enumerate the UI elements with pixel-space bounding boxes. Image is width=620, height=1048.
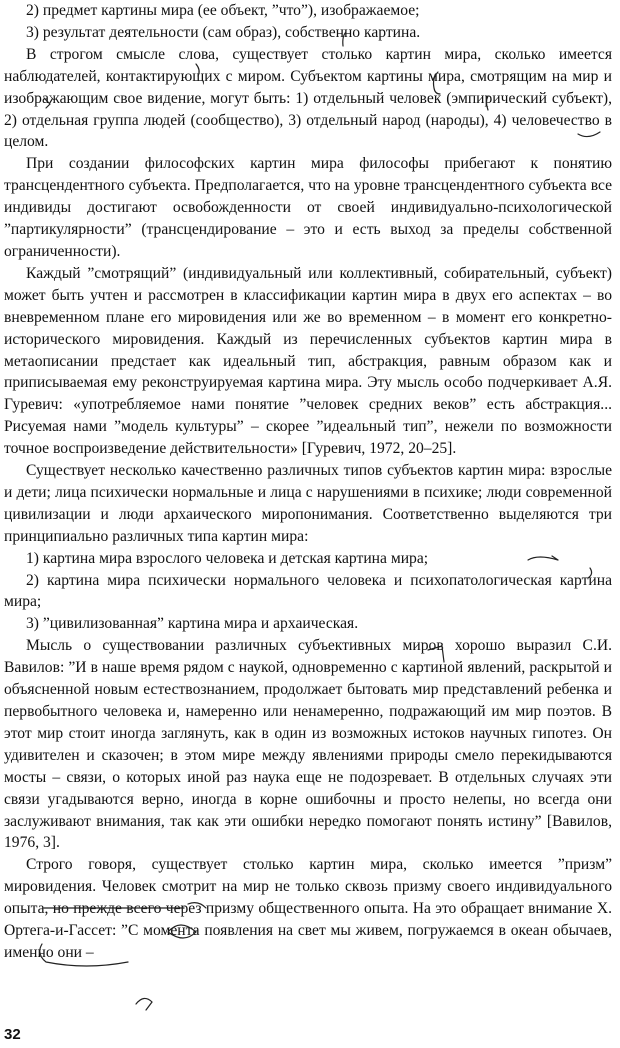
paragraph: Каждый ”смотрящий” (индивидуальный или коллективный, собирательный, субъект) может быть учтен и рассмотрен в классификации картин мира в двух его аспектах – во вневременном плане его мировидения или же во временном – в момент его конкретно-исторического мировидения. Каждый из перечисленных субъектов картин мира в метаописании предстает как идеальный тип, абстракция, равным образом как и приписываемая ему реконструируемая картина мира. Эту мысль особо подчеркивает А.Я. Гуревич: «употребляемое нами понятие ”человек средних веков” есть абстракция... Рисуемая нами ”модель культуры” – скорее ”идеальный тип”, нежели по возможности точное воспроизведение действительности» [Гуревич, 1972, 20–25]. bbox=[4, 264, 612, 458]
paragraph: В строгом смысле слова, существует столько картин мира, сколько имеется наблюдателей, контактирующих с миром. Субъектом картины мира, смотрящим на мир и изображающим свое видение, могут быть: 1) отдельный человек (эмпирический субъект), 2) отдельная группа людей (сообщество), 3) отдельный народ (народы), 4) человечество в целом. bbox=[4, 45, 612, 151]
list-item: 2) картина мира психически нормального человека и психопатологическая картина мира; bbox=[4, 571, 612, 611]
paragraph: Мысль о существовании различных субъективных миров хорошо выразил С.И. Вавилов: ”И в наше время рядом с наукой, одновременно с картиной явлений, раскрытой и объясненной новым естествознанием, продолжает бытовать мир представлений ребенка и первобытного человека и, намеренно или ненамеренно, подражающий им мир поэтов. В этот мир стоит иногда заглянуть, как в один из возможных истоков научных гипотез. Он удивителен и сказочен; в этом мире между явлениями природы смело перекидываются мосты – связи, о которых иной раз наука еще не подозревает. В отдельных случаях эти связи угадываются верно, иногда в корне ошибочны и просто нелепы, но всегда они заслуживают внимания, так как эти ошибки нередко помогают понять истину” [Вавилов, 1976, 3]. bbox=[4, 637, 612, 852]
pen-mark bbox=[136, 998, 152, 1010]
page-number: 32 bbox=[4, 1026, 21, 1043]
list-item: 3) результат деятельности (сам образ), собственно картина. bbox=[26, 23, 421, 41]
list-item: 1) картина мира взрослого человека и детская картина мира; bbox=[26, 549, 429, 567]
paragraph: Строго говоря, существует столько картин мира, сколько имеется ”призм” мировидения. Человек смотрит на мир не только сквозь призму своего индивидуального опыта, но прежде всего через призму общественного опыта. На это обращает внимание Х. Ортега-и-Гассет: ”С момента появления на свет мы живем, погружаемся в океан обычаев, именно они – bbox=[4, 856, 612, 961]
body-text bbox=[4, 0, 612, 964]
paragraph: При создании философских картин мира философы прибегают к понятию трансцендентного субъекта. Предполагается, что на уровне трансцендентного субъекта все индивиды достигают освобожденности от своей индивидуально-психологической ”партикулярности” (трансцендирование – это и есть выход за пределы собственной ограниченности). bbox=[4, 155, 612, 260]
paragraph: Существует несколько качественно различных типов субъектов картин мира: взрослые и дети; лица психически нормальные и лица с нарушениями в психике; люди современной цивилизации и люди архаического миропонимания. Соответственно выделяются три принципиально различных типа картин мира: bbox=[4, 462, 612, 545]
list-item: 2) предмет картины мира (ее объект, ”что”), изображаемое; bbox=[26, 2, 420, 19]
list-item: 3) ”цивилизованная” картина мира и архаическая. bbox=[26, 615, 359, 633]
